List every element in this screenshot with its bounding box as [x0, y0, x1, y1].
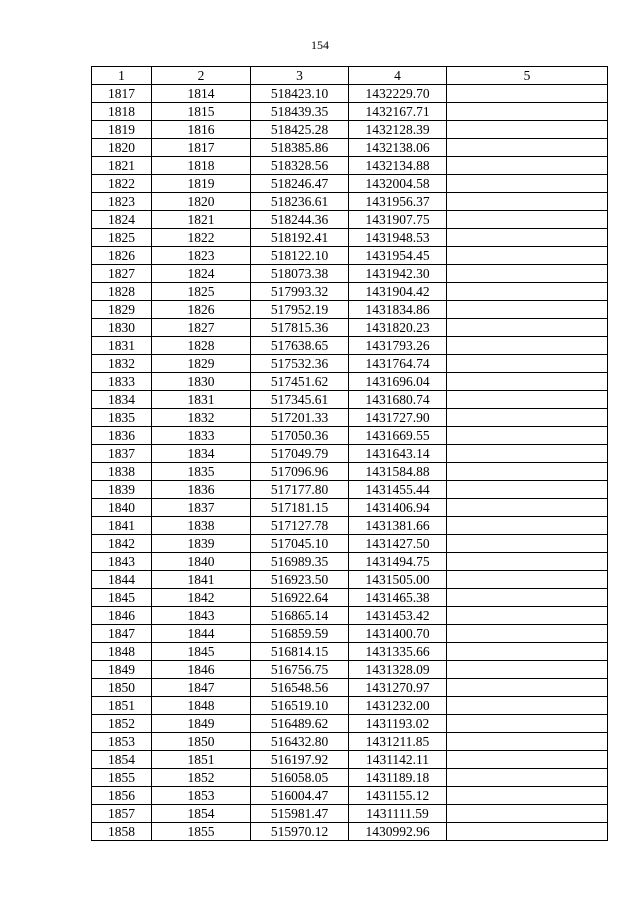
- table-cell: 1431189.18: [349, 769, 447, 787]
- table-cell: 1431643.14: [349, 445, 447, 463]
- table-cell: 516197.92: [251, 751, 349, 769]
- table-cell: [447, 139, 608, 157]
- table-cell: [447, 481, 608, 499]
- table-cell: 1431696.04: [349, 373, 447, 391]
- table-cell: 1828: [152, 337, 251, 355]
- table-cell: [447, 625, 608, 643]
- table-cell: 1826: [92, 247, 152, 265]
- table-cell: [447, 571, 608, 589]
- table-cell: 1846: [92, 607, 152, 625]
- table-cell: [447, 175, 608, 193]
- table-cell: 517181.15: [251, 499, 349, 517]
- table-cell: 1857: [92, 805, 152, 823]
- table-row: [92, 391, 608, 409]
- table-cell: 1431381.66: [349, 517, 447, 535]
- table-cell: 1844: [92, 571, 152, 589]
- table-cell: 1432167.71: [349, 103, 447, 121]
- table-cell: 1852: [152, 769, 251, 787]
- table-row: [92, 355, 608, 373]
- table-row: [92, 517, 608, 535]
- table-cell: 1824: [152, 265, 251, 283]
- table-row: [92, 139, 608, 157]
- table-cell: 1431211.85: [349, 733, 447, 751]
- page-number: 154: [311, 38, 329, 52]
- table-row: [92, 499, 608, 517]
- table-cell: 1853: [92, 733, 152, 751]
- table-cell: 1835: [92, 409, 152, 427]
- table-cell: 1818: [92, 103, 152, 121]
- table-cell: 1834: [92, 391, 152, 409]
- table-cell: 1829: [152, 355, 251, 373]
- table-cell: 515981.47: [251, 805, 349, 823]
- table-cell: [447, 823, 608, 841]
- table-cell: 1432004.58: [349, 175, 447, 193]
- table-row: [92, 445, 608, 463]
- table-cell: 1432134.88: [349, 157, 447, 175]
- table-cell: 516756.75: [251, 661, 349, 679]
- table-cell: 517532.36: [251, 355, 349, 373]
- table-row: [92, 175, 608, 193]
- table-cell: 1431584.88: [349, 463, 447, 481]
- table-cell: 1825: [92, 229, 152, 247]
- table-row: [92, 661, 608, 679]
- table-cell: 516432.80: [251, 733, 349, 751]
- table-row: [92, 121, 608, 139]
- table-cell: 1833: [92, 373, 152, 391]
- table-cell: 1854: [92, 751, 152, 769]
- table-cell: 1431406.94: [349, 499, 447, 517]
- table-row: [92, 679, 608, 697]
- table-cell: [447, 301, 608, 319]
- table-cell: [447, 391, 608, 409]
- table-cell: 1823: [92, 193, 152, 211]
- table-cell: 517050.36: [251, 427, 349, 445]
- table-cell: 1831: [152, 391, 251, 409]
- table-cell: 1825: [152, 283, 251, 301]
- table-cell: 1831: [92, 337, 152, 355]
- table-cell: [447, 733, 608, 751]
- table-cell: 517993.32: [251, 283, 349, 301]
- table-cell: 517815.36: [251, 319, 349, 337]
- table-cell: 1841: [92, 517, 152, 535]
- table-cell: 1431834.86: [349, 301, 447, 319]
- table-cell: 1855: [152, 823, 251, 841]
- table-row: [92, 301, 608, 319]
- table-cell: 1840: [152, 553, 251, 571]
- table-cell: 1843: [92, 553, 152, 571]
- table-cell: [447, 193, 608, 211]
- table-cell: [447, 211, 608, 229]
- table-cell: 1834: [152, 445, 251, 463]
- table-cell: 1856: [92, 787, 152, 805]
- table-cell: 516923.50: [251, 571, 349, 589]
- table-cell: [447, 661, 608, 679]
- table-row: [92, 589, 608, 607]
- table-cell: 518236.61: [251, 193, 349, 211]
- table-cell: 1817: [152, 139, 251, 157]
- table-cell: 1839: [92, 481, 152, 499]
- table-cell: 516489.62: [251, 715, 349, 733]
- table-cell: 1836: [92, 427, 152, 445]
- coordinates-table: [91, 66, 608, 841]
- table-cell: [447, 499, 608, 517]
- table-row: [92, 751, 608, 769]
- table-cell: 516922.64: [251, 589, 349, 607]
- table-cell: 1829: [92, 301, 152, 319]
- table-cell: [447, 157, 608, 175]
- table-cell: 515970.12: [251, 823, 349, 841]
- table-cell: 1836: [152, 481, 251, 499]
- table-cell: [447, 517, 608, 535]
- table-cell: [447, 409, 608, 427]
- table-cell: [447, 697, 608, 715]
- table-cell: 1820: [92, 139, 152, 157]
- table-cell: 1858: [92, 823, 152, 841]
- table-cell: [447, 769, 608, 787]
- table-cell: 518423.10: [251, 85, 349, 103]
- table-cell: [447, 85, 608, 103]
- table-cell: 1851: [152, 751, 251, 769]
- table-cell: 1848: [92, 643, 152, 661]
- table-cell: 1843: [152, 607, 251, 625]
- table-cell: [447, 121, 608, 139]
- table-cell: 1830: [152, 373, 251, 391]
- table-row: [92, 553, 608, 571]
- table-cell: 1848: [152, 697, 251, 715]
- table-cell: 1431465.38: [349, 589, 447, 607]
- table-row: [92, 535, 608, 553]
- table-cell: 1431270.97: [349, 679, 447, 697]
- table-cell: 1431942.30: [349, 265, 447, 283]
- table-row: [92, 571, 608, 589]
- column-header: 5: [447, 67, 608, 85]
- table-row: [92, 625, 608, 643]
- table-cell: 1431505.00: [349, 571, 447, 589]
- table-cell: 516814.15: [251, 643, 349, 661]
- table-cell: 1838: [152, 517, 251, 535]
- table-cell: 1431400.70: [349, 625, 447, 643]
- table-cell: 1431427.50: [349, 535, 447, 553]
- table-cell: 1840: [92, 499, 152, 517]
- table-cell: 1432138.06: [349, 139, 447, 157]
- table-cell: [447, 553, 608, 571]
- table-cell: 517177.80: [251, 481, 349, 499]
- table-cell: [447, 337, 608, 355]
- table-cell: 1431948.53: [349, 229, 447, 247]
- table-cell: 1431764.74: [349, 355, 447, 373]
- table-cell: [447, 589, 608, 607]
- table-cell: 516865.14: [251, 607, 349, 625]
- table-row: [92, 463, 608, 481]
- table-cell: 1832: [92, 355, 152, 373]
- table-cell: 518246.47: [251, 175, 349, 193]
- table-row: [92, 283, 608, 301]
- table-cell: [447, 787, 608, 805]
- table-cell: 1847: [152, 679, 251, 697]
- table-cell: 517638.65: [251, 337, 349, 355]
- table-cell: [447, 715, 608, 733]
- table-cell: 1431954.45: [349, 247, 447, 265]
- table-row: [92, 643, 608, 661]
- table-cell: 1827: [152, 319, 251, 337]
- table-cell: [447, 355, 608, 373]
- table-cell: 517345.61: [251, 391, 349, 409]
- table-cell: 1851: [92, 697, 152, 715]
- table-cell: 1842: [152, 589, 251, 607]
- table-cell: [447, 463, 608, 481]
- column-header: 4: [349, 67, 447, 85]
- table-row: [92, 229, 608, 247]
- table-cell: 1847: [92, 625, 152, 643]
- table-cell: 1830: [92, 319, 152, 337]
- table-cell: [447, 679, 608, 697]
- table-row: [92, 823, 608, 841]
- table-cell: 1819: [92, 121, 152, 139]
- table-cell: [447, 229, 608, 247]
- column-header: 1: [92, 67, 152, 85]
- table-cell: 517201.33: [251, 409, 349, 427]
- table-cell: 517952.19: [251, 301, 349, 319]
- table-cell: 518192.41: [251, 229, 349, 247]
- table-cell: [447, 247, 608, 265]
- table-cell: 1838: [92, 463, 152, 481]
- table-cell: 1850: [152, 733, 251, 751]
- table-cell: 1431956.37: [349, 193, 447, 211]
- table-cell: [447, 265, 608, 283]
- table-cell: 1822: [92, 175, 152, 193]
- table-cell: 1844: [152, 625, 251, 643]
- table-cell: 517049.79: [251, 445, 349, 463]
- table-row: [92, 319, 608, 337]
- table-cell: [447, 283, 608, 301]
- column-header: 3: [251, 67, 349, 85]
- table-cell: 518244.36: [251, 211, 349, 229]
- table-cell: 1814: [152, 85, 251, 103]
- table-cell: 517096.96: [251, 463, 349, 481]
- table-cell: 1818: [152, 157, 251, 175]
- table-row: [92, 805, 608, 823]
- table-cell: 517127.78: [251, 517, 349, 535]
- table-cell: 1432128.39: [349, 121, 447, 139]
- table-cell: 1835: [152, 463, 251, 481]
- table-cell: 1839: [152, 535, 251, 553]
- table-row: [92, 157, 608, 175]
- table-row: [92, 85, 608, 103]
- table-cell: 1832: [152, 409, 251, 427]
- table-cell: [447, 445, 608, 463]
- table-cell: 1842: [92, 535, 152, 553]
- table-cell: 1845: [92, 589, 152, 607]
- table-cell: 1849: [92, 661, 152, 679]
- table-cell: 1821: [92, 157, 152, 175]
- table-cell: 1855: [92, 769, 152, 787]
- table-cell: 517451.62: [251, 373, 349, 391]
- table-row: [92, 733, 608, 751]
- table-cell: [447, 805, 608, 823]
- table-row: [92, 715, 608, 733]
- table-cell: 518439.35: [251, 103, 349, 121]
- table-row: [92, 247, 608, 265]
- table-cell: 1820: [152, 193, 251, 211]
- table-cell: 1849: [152, 715, 251, 733]
- table-row: [92, 337, 608, 355]
- table-cell: 1432229.70: [349, 85, 447, 103]
- table-cell: [447, 319, 608, 337]
- table-cell: [447, 427, 608, 445]
- table-row: [92, 697, 608, 715]
- table-cell: 516548.56: [251, 679, 349, 697]
- table-cell: 516058.05: [251, 769, 349, 787]
- table-cell: 1431793.26: [349, 337, 447, 355]
- table-cell: 1827: [92, 265, 152, 283]
- table-cell: 1817: [92, 85, 152, 103]
- table-cell: 516859.59: [251, 625, 349, 643]
- table-cell: 1850: [92, 679, 152, 697]
- table-cell: 1431142.11: [349, 751, 447, 769]
- table-cell: 1431494.75: [349, 553, 447, 571]
- table-cell: 1846: [152, 661, 251, 679]
- table-cell: 1821: [152, 211, 251, 229]
- table-cell: 1841: [152, 571, 251, 589]
- table-cell: 1852: [92, 715, 152, 733]
- table-cell: 1854: [152, 805, 251, 823]
- table-cell: 518425.28: [251, 121, 349, 139]
- table-cell: 516004.47: [251, 787, 349, 805]
- table-cell: 1431328.09: [349, 661, 447, 679]
- table-cell: 518385.86: [251, 139, 349, 157]
- table-cell: 1824: [92, 211, 152, 229]
- table-cell: 1816: [152, 121, 251, 139]
- table-cell: 1431453.42: [349, 607, 447, 625]
- table-cell: 1828: [92, 283, 152, 301]
- table-cell: 1431193.02: [349, 715, 447, 733]
- table-header-row: [92, 67, 608, 85]
- table-cell: 1837: [152, 499, 251, 517]
- table-cell: 518073.38: [251, 265, 349, 283]
- table-row: [92, 409, 608, 427]
- table-row: [92, 265, 608, 283]
- column-header: 2: [152, 67, 251, 85]
- table-cell: 1431680.74: [349, 391, 447, 409]
- table-cell: 517045.10: [251, 535, 349, 553]
- table-row: [92, 427, 608, 445]
- table-cell: 1431455.44: [349, 481, 447, 499]
- table-cell: 1431820.23: [349, 319, 447, 337]
- table-cell: [447, 373, 608, 391]
- table-row: [92, 211, 608, 229]
- table-row: [92, 481, 608, 499]
- table-row: [92, 103, 608, 121]
- table-cell: 1430992.96: [349, 823, 447, 841]
- table-cell: 1431904.42: [349, 283, 447, 301]
- table-cell: 518328.56: [251, 157, 349, 175]
- table-body: [92, 85, 608, 841]
- table-row: [92, 607, 608, 625]
- table-cell: 1823: [152, 247, 251, 265]
- table-cell: 1833: [152, 427, 251, 445]
- table-row: [92, 193, 608, 211]
- table-cell: 1431155.12: [349, 787, 447, 805]
- table-cell: 1431727.90: [349, 409, 447, 427]
- table-cell: 516519.10: [251, 697, 349, 715]
- table-cell: 1815: [152, 103, 251, 121]
- table-cell: 1822: [152, 229, 251, 247]
- table-row: [92, 769, 608, 787]
- table-cell: 1431669.55: [349, 427, 447, 445]
- table-cell: [447, 751, 608, 769]
- table-row: [92, 787, 608, 805]
- table-row: [92, 373, 608, 391]
- table-cell: [447, 535, 608, 553]
- table-cell: [447, 103, 608, 121]
- table-cell: [447, 607, 608, 625]
- table-cell: 1826: [152, 301, 251, 319]
- table-cell: 1431907.75: [349, 211, 447, 229]
- table-cell: [447, 643, 608, 661]
- table-cell: 518122.10: [251, 247, 349, 265]
- table-cell: 1845: [152, 643, 251, 661]
- table-cell: 516989.35: [251, 553, 349, 571]
- table-cell: 1819: [152, 175, 251, 193]
- table-cell: 1431111.59: [349, 805, 447, 823]
- table-cell: 1853: [152, 787, 251, 805]
- table-cell: 1431335.66: [349, 643, 447, 661]
- table-cell: 1837: [92, 445, 152, 463]
- table-cell: 1431232.00: [349, 697, 447, 715]
